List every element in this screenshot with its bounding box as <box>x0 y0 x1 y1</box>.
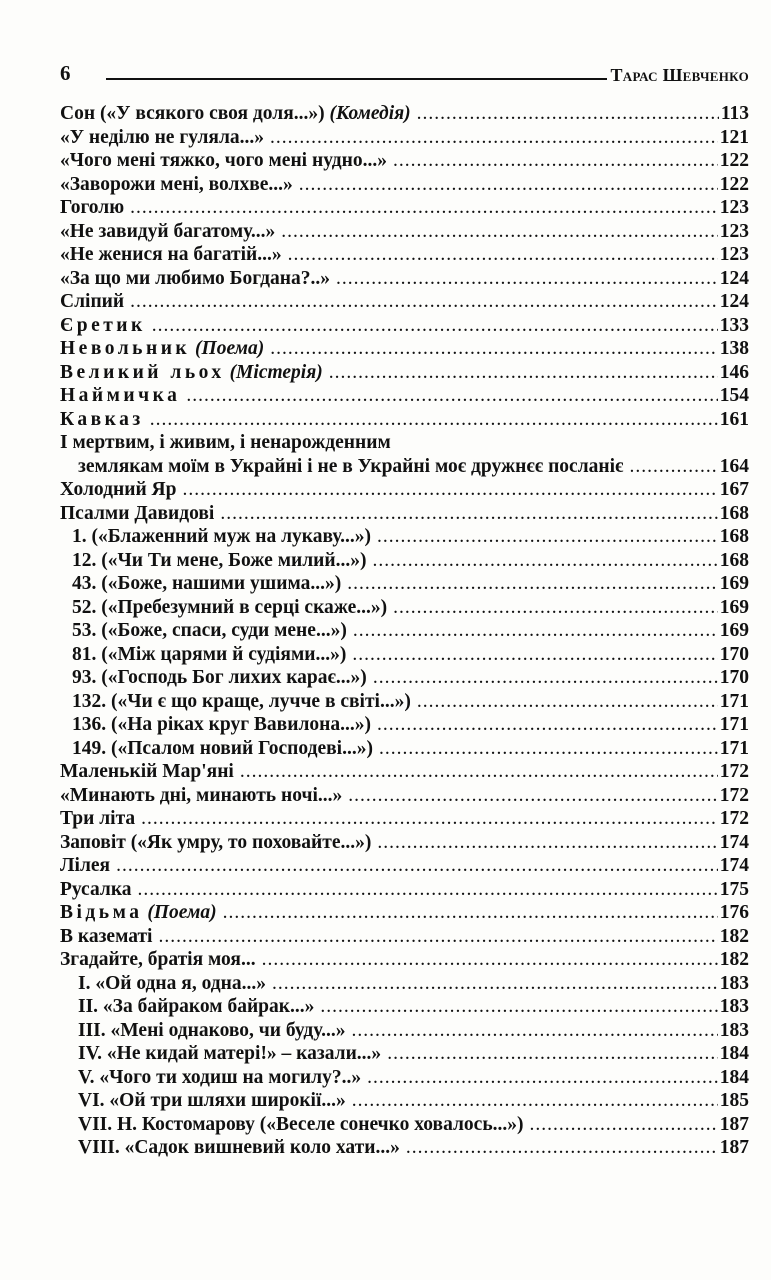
toc-page-number: 133 <box>719 314 749 336</box>
toc-title-text: ІІІ. «Мені однаково, чи буду...» <box>78 1019 346 1041</box>
toc-title-text: Гоголю <box>60 197 125 218</box>
dot-leader <box>116 854 718 878</box>
toc-entry-title <box>60 267 330 291</box>
toc-entry-title <box>60 126 264 150</box>
toc-page-number: 122 <box>719 173 749 195</box>
toc-entry <box>60 878 749 902</box>
dot-leader <box>272 972 718 996</box>
toc-entry <box>60 431 749 455</box>
dot-leader <box>377 525 718 549</box>
dot-leader <box>288 243 718 267</box>
dot-leader <box>367 1066 718 1090</box>
toc-page-number: 170 <box>719 667 749 688</box>
toc-title-text: Русалка <box>60 878 132 900</box>
toc-title-text: Кавказ <box>60 408 144 430</box>
toc-title-text: Відьма <box>60 902 143 923</box>
toc-entry-title <box>72 713 371 737</box>
toc-page-number: 171 <box>719 690 749 712</box>
dot-leader <box>152 314 718 338</box>
toc-entry <box>60 901 749 925</box>
toc-entry-title <box>60 290 124 314</box>
toc-title-text: 81. («Між царями й судіями...») <box>72 643 347 665</box>
dot-leader <box>270 337 718 361</box>
toc-page-number: 172 <box>719 808 749 829</box>
toc-page-number: 183 <box>719 972 749 994</box>
toc-entry <box>60 619 749 643</box>
toc-entry-title <box>72 666 367 690</box>
table-of-contents <box>60 102 749 1160</box>
toc-page-number: 187 <box>719 1137 749 1158</box>
toc-entry-title <box>78 1113 524 1137</box>
toc-title-text: Заповіт («Як умру, то поховайте...») <box>60 831 372 853</box>
toc-page-number: 168 <box>719 549 749 571</box>
toc-entry <box>60 314 749 338</box>
toc-entry-title <box>78 1089 346 1113</box>
toc-entry-title <box>60 196 124 220</box>
dot-leader <box>141 807 718 831</box>
toc-entry-title <box>72 619 347 643</box>
toc-page-number: 123 <box>719 220 749 242</box>
toc-title-text: «Заворожи мені, волхве...» <box>60 173 293 195</box>
toc-entry <box>60 807 749 831</box>
dot-leader <box>393 149 718 173</box>
toc-entry <box>60 831 749 855</box>
toc-entry <box>60 455 749 479</box>
toc-entry-title <box>78 1136 400 1160</box>
toc-entry <box>60 666 749 690</box>
toc-genre-label: (Комедія) <box>329 103 411 124</box>
toc-entry-title <box>78 1066 361 1090</box>
toc-title-text: IV. «Не кидай матері!» – казали...» <box>78 1043 382 1064</box>
toc-entry-title <box>78 995 314 1019</box>
toc-entry-title <box>72 643 346 667</box>
header-rule <box>106 78 607 80</box>
toc-page-number: 121 <box>719 126 749 148</box>
dot-leader <box>240 760 718 784</box>
toc-entry-title <box>60 149 387 173</box>
dot-leader <box>406 1136 718 1160</box>
toc-page-number: 170 <box>719 643 749 665</box>
toc-title-text: В казематі <box>60 925 153 947</box>
toc-entry-title <box>60 337 264 361</box>
toc-entry <box>60 478 749 502</box>
toc-entry-title <box>72 690 411 714</box>
toc-title-text: «Минають дні, минають ночі...» <box>60 784 343 806</box>
toc-title-text: 132. («Чи є що краще, лучче в світі...») <box>72 690 411 712</box>
dot-leader <box>377 831 717 855</box>
dot-leader <box>379 737 718 761</box>
toc-title-text: Єретик <box>60 314 146 336</box>
toc-page-number: 182 <box>719 949 749 970</box>
toc-title-text: Великий льох <box>60 361 225 383</box>
toc-entry <box>60 690 749 714</box>
toc-entry-title <box>60 243 282 267</box>
toc-entry-title <box>60 831 371 855</box>
toc-entry <box>60 854 749 878</box>
toc-page-number: 171 <box>719 737 749 759</box>
toc-entry <box>60 596 749 620</box>
toc-page-number: 123 <box>719 197 749 218</box>
toc-page-number: 168 <box>719 502 749 524</box>
toc-entry-title <box>60 901 217 925</box>
toc-page-number: 124 <box>719 267 749 289</box>
dot-leader <box>320 995 717 1019</box>
toc-page-number: 122 <box>719 150 749 171</box>
toc-entry-title <box>60 854 110 878</box>
toc-genre-label: (Поема) <box>195 338 265 359</box>
dot-leader <box>270 126 718 150</box>
toc-entry-title <box>60 878 132 902</box>
toc-entry <box>60 713 749 737</box>
dot-leader <box>186 384 717 408</box>
toc-entry <box>60 1019 749 1043</box>
dot-leader <box>262 948 718 972</box>
toc-page-number: 164 <box>719 455 749 477</box>
toc-title-text: «У неділю не гуляла...» <box>60 126 265 148</box>
toc-title-text: 12. («Чи Ти мене, Боже милий...») <box>72 549 367 571</box>
toc-entry <box>60 549 749 573</box>
toc-page-number: 124 <box>719 291 749 312</box>
running-title: Тарас Шевченко <box>610 65 749 85</box>
toc-entry <box>60 1136 749 1160</box>
dot-leader <box>158 925 717 949</box>
toc-page-number: 154 <box>719 385 749 406</box>
toc-title-text: V. «Чого ти ходиш на могилу?..» <box>78 1066 362 1088</box>
dot-leader <box>223 901 718 925</box>
toc-entry <box>60 925 749 949</box>
toc-entry <box>60 1113 749 1137</box>
toc-title-text: 1. («Блаженний муж на лукаву...») <box>72 526 371 547</box>
toc-page-number: 171 <box>719 714 749 735</box>
dot-leader <box>530 1113 718 1137</box>
toc-entry-title <box>78 972 266 996</box>
toc-title-text: Згадайте, братія моя... <box>60 949 256 970</box>
toc-title-text: VIII. «Садок вишневий коло хати...» <box>78 1137 400 1158</box>
dot-leader <box>352 1089 718 1113</box>
toc-entry <box>60 408 749 432</box>
toc-title-text: Маленькій Мар'яні <box>60 761 234 782</box>
toc-entry <box>60 1042 749 1066</box>
dot-leader <box>629 455 717 479</box>
toc-title-text: І мертвим, і живим, і ненарожденним <box>60 432 391 453</box>
toc-entry-title <box>60 384 180 408</box>
toc-entry-title <box>60 760 234 784</box>
toc-title-text: Сон («У всякого своя доля...») <box>60 103 325 124</box>
dot-leader <box>417 690 718 714</box>
toc-page-number: 184 <box>719 1043 749 1064</box>
toc-page-number: 169 <box>719 620 749 641</box>
toc-title-text: 149. («Псалом новий Господеві...») <box>72 737 373 759</box>
toc-entry <box>60 502 749 526</box>
toc-entry-title <box>60 173 293 197</box>
toc-page-number: 172 <box>719 761 749 782</box>
toc-title-text: VI. «Ой три шляхи широкії...» <box>78 1090 346 1111</box>
toc-title-text: «За що ми любимо Богдана?..» <box>60 267 331 289</box>
dot-leader <box>281 220 717 244</box>
toc-title-text: 93. («Господь Бог лихих карає...») <box>72 667 367 688</box>
toc-page-number: 174 <box>719 831 749 853</box>
toc-page-number: 182 <box>719 925 749 947</box>
toc-entry <box>60 102 749 126</box>
toc-entry-title <box>60 948 256 972</box>
toc-entry <box>60 267 749 291</box>
page-header <box>60 60 749 86</box>
dot-leader <box>353 619 718 643</box>
toc-page-number: 184 <box>719 1066 749 1088</box>
toc-entry <box>60 361 749 385</box>
dot-leader <box>387 1042 718 1066</box>
toc-page-number: 176 <box>719 902 749 923</box>
toc-entry-title <box>60 431 391 455</box>
dot-leader <box>130 290 718 314</box>
toc-entry-title <box>60 784 342 808</box>
toc-title-text: «Не завидуй багатому...» <box>60 220 276 242</box>
toc-entry <box>60 243 749 267</box>
dot-leader <box>138 878 718 902</box>
toc-entry <box>60 572 749 596</box>
dot-leader <box>373 666 718 690</box>
toc-title-text: Псалми Давидові <box>60 502 215 524</box>
toc-page-number: 172 <box>719 784 749 806</box>
toc-entry-title <box>60 220 275 244</box>
toc-page-number: 138 <box>719 338 749 359</box>
toc-entry <box>60 337 749 361</box>
toc-entry <box>60 173 749 197</box>
toc-entry <box>60 1066 749 1090</box>
toc-entry <box>60 126 749 150</box>
toc-entry <box>60 220 749 244</box>
toc-title-text: Холодний Яр <box>60 479 177 500</box>
toc-entry-title <box>72 525 371 549</box>
toc-entry-title <box>60 408 144 432</box>
toc-title-text: Лілея <box>60 855 111 876</box>
dot-leader <box>220 502 717 526</box>
toc-title-text: 136. («На ріках круг Вавилона...») <box>72 714 371 735</box>
toc-entry <box>60 972 749 996</box>
toc-page-number: 113 <box>720 103 749 124</box>
dot-leader <box>348 784 718 808</box>
dot-leader <box>373 549 718 573</box>
toc-genre-label: (Поема) <box>147 902 217 923</box>
toc-entry <box>60 948 749 972</box>
toc-entry <box>60 760 749 784</box>
dot-leader <box>351 1019 717 1043</box>
toc-entry <box>60 384 749 408</box>
toc-entry <box>60 643 749 667</box>
toc-entry <box>60 737 749 761</box>
toc-entry-title <box>78 1019 345 1043</box>
toc-entry <box>60 1089 749 1113</box>
toc-entry-title <box>72 596 387 620</box>
toc-entry-title <box>78 1042 381 1066</box>
dot-leader <box>417 102 719 126</box>
toc-entry <box>60 995 749 1019</box>
toc-title-text: Невольник <box>60 338 191 359</box>
toc-page-number: 187 <box>719 1113 749 1135</box>
toc-page-number: 183 <box>719 1019 749 1041</box>
toc-title-text: Наймичка <box>60 385 181 406</box>
toc-entry-title <box>72 549 367 573</box>
page-number: 6 <box>60 61 71 85</box>
toc-page-number: 168 <box>719 526 749 547</box>
toc-entry-title <box>78 455 623 479</box>
toc-page-number: 174 <box>719 855 749 876</box>
toc-title-text: 52. («Пребезумний в серці скаже...») <box>72 596 388 618</box>
dot-leader <box>377 713 718 737</box>
toc-entry-title <box>60 807 135 831</box>
toc-entry-title <box>60 925 152 949</box>
dot-leader <box>299 173 718 197</box>
toc-title-text: VII. Н. Костомарову («Веселе сонечко ховалось...») <box>78 1113 524 1135</box>
dot-leader <box>182 478 717 502</box>
dot-leader <box>130 196 718 220</box>
toc-page-number: 169 <box>719 573 749 594</box>
toc-title-text: «Чого мені тяжко, чого мені нудно...» <box>60 150 387 171</box>
toc-title-text: Сліпий <box>60 291 125 312</box>
toc-title-text: 53. («Боже, спаси, суди мене...») <box>72 620 347 641</box>
toc-title-text: землякам моїм в Украйні і не в Украйні моє дружнєє посланіє <box>78 455 624 477</box>
dot-leader <box>336 267 718 291</box>
toc-title-text: 43. («Боже, нашими ушима...») <box>72 573 342 594</box>
dot-leader <box>352 643 717 667</box>
toc-page-number: 183 <box>719 996 749 1017</box>
toc-page-number: 146 <box>719 361 749 383</box>
toc-entry-title <box>60 314 146 338</box>
toc-page-number: 161 <box>719 408 749 430</box>
dot-leader <box>393 596 718 620</box>
toc-title-text: І. «Ой одна я, одна...» <box>78 972 266 994</box>
toc-title-text: «Не женися на багатій...» <box>60 244 282 265</box>
toc-genre-label: (Містерія) <box>229 361 323 383</box>
toc-page-number: 175 <box>719 878 749 900</box>
toc-entry <box>60 784 749 808</box>
dot-leader <box>150 408 718 432</box>
toc-entry-title <box>72 737 373 761</box>
toc-page-number: 123 <box>719 244 749 265</box>
toc-entry <box>60 525 749 549</box>
toc-entry-title <box>60 361 323 385</box>
dot-leader <box>329 361 718 385</box>
toc-entry-title <box>72 572 341 596</box>
dot-leader <box>347 572 718 596</box>
toc-entry <box>60 196 749 220</box>
toc-entry <box>60 149 749 173</box>
toc-page-number: 185 <box>719 1090 749 1111</box>
toc-entry-title <box>60 478 176 502</box>
toc-title-text: Три літа <box>60 808 136 829</box>
toc-page-number: 169 <box>719 596 749 618</box>
toc-page-number: 167 <box>719 479 749 500</box>
toc-entry-title <box>60 102 411 126</box>
toc-entry-title <box>60 502 214 526</box>
toc-entry <box>60 290 749 314</box>
toc-title-text: ІІ. «За байраком байрак...» <box>78 996 315 1017</box>
